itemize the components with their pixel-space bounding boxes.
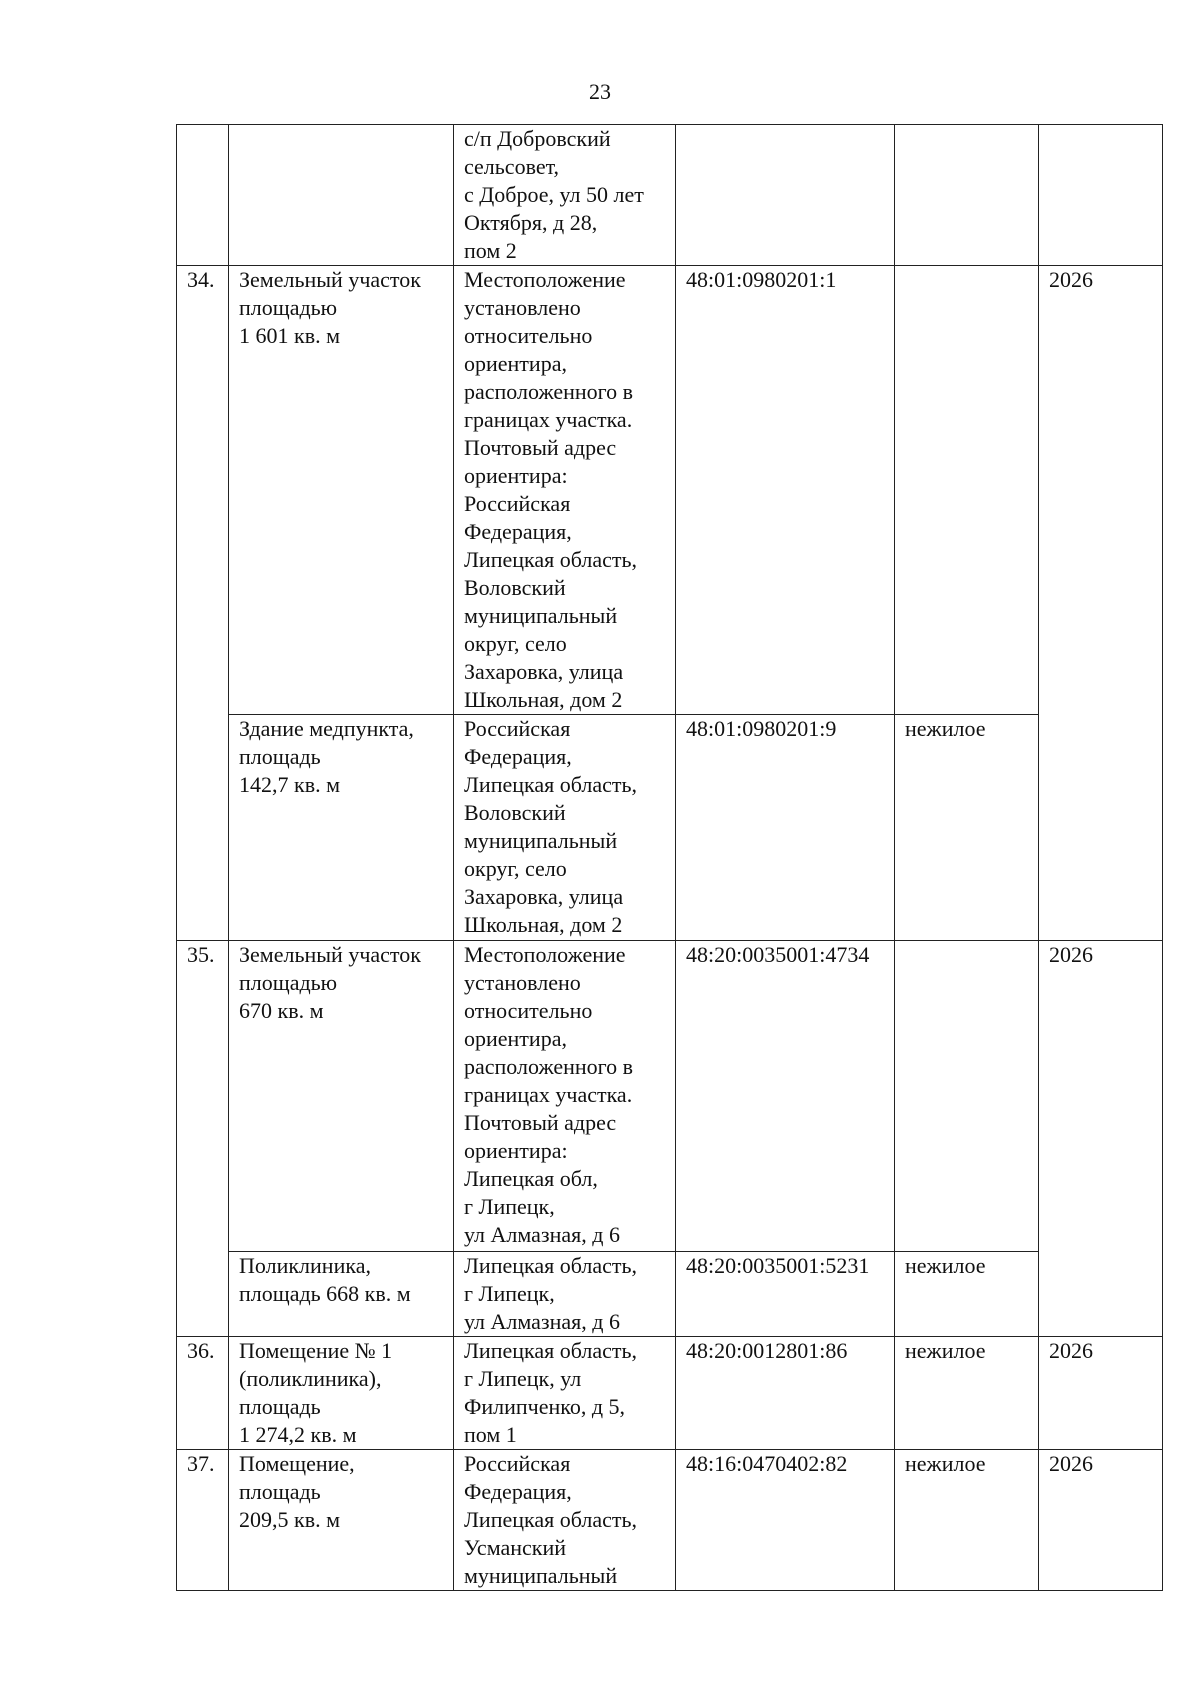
cadastral-number-cell: 48:20:0035001:5231 bbox=[676, 1252, 895, 1337]
table-row bbox=[177, 1252, 1163, 1337]
object-name-cell: Здание медпункта, площадь 142,7 кв. м bbox=[229, 715, 454, 941]
year-cell bbox=[1039, 125, 1163, 266]
row-number-cell bbox=[177, 125, 229, 266]
page-number: 23 bbox=[589, 79, 611, 104]
object-type-cell: нежилое bbox=[895, 1450, 1039, 1591]
object-name-cell: Земельный участок площадью 1 601 кв. м bbox=[229, 266, 454, 715]
object-name-cell: Помещение № 1 (поликлиника), площадь 1 274,2 кв. м bbox=[229, 1337, 454, 1450]
object-type-cell bbox=[895, 941, 1039, 1252]
table-row bbox=[177, 125, 1163, 266]
object-name-cell: Поликлиника, площадь 668 кв. м bbox=[229, 1252, 454, 1337]
table-row bbox=[177, 1337, 1163, 1450]
object-name-cell: Земельный участок площадью 670 кв. м bbox=[229, 941, 454, 1252]
object-type-cell bbox=[895, 266, 1039, 715]
year-cell: 2026 bbox=[1039, 1337, 1163, 1450]
table-row bbox=[177, 941, 1163, 1252]
cadastral-number-cell bbox=[676, 125, 895, 266]
address-cell: Липецкая область, г Липецк, ул Филипченко, д 5, пом 1 bbox=[454, 1337, 676, 1450]
year-cell: 2026 bbox=[1039, 941, 1163, 1337]
object-name-cell: Помещение, площадь 209,5 кв. м bbox=[229, 1450, 454, 1591]
address-cell: Местоположение установлено относительно ориентира, расположенного в границах участка. Почтовый адрес ориентира: Российская Федерация, Липецкая область, Воловский муниципальный округ, село Захаровка, улица Школьная, дом 2 bbox=[454, 266, 676, 715]
address-cell: с/п Добровский сельсовет, с Доброе, ул 50 лет Октября, д 28, пом 2 bbox=[454, 125, 676, 266]
cadastral-number-cell: 48:20:0012801:86 bbox=[676, 1337, 895, 1450]
address-cell: Российская Федерация, Липецкая область, Воловский муниципальный округ, село Захаровка, улица Школьная, дом 2 bbox=[454, 715, 676, 941]
object-type-cell: нежилое bbox=[895, 1252, 1039, 1337]
year-cell: 2026 bbox=[1039, 266, 1163, 941]
cadastral-number-cell: 48:01:0980201:9 bbox=[676, 715, 895, 941]
address-cell: Российская Федерация, Липецкая область, Усманский муниципальный bbox=[454, 1450, 676, 1591]
table-row bbox=[177, 1450, 1163, 1591]
cadastral-number-cell: 48:01:0980201:1 bbox=[676, 266, 895, 715]
property-registry-table bbox=[176, 124, 1163, 1591]
object-name-cell bbox=[229, 125, 454, 266]
row-number-cell: 35. bbox=[177, 941, 229, 1337]
object-type-cell: нежилое bbox=[895, 715, 1039, 941]
cadastral-number-cell: 48:20:0035001:4734 bbox=[676, 941, 895, 1252]
year-cell: 2026 bbox=[1039, 1450, 1163, 1591]
row-number-cell: 36. bbox=[177, 1337, 229, 1450]
object-type-cell: нежилое bbox=[895, 1337, 1039, 1450]
object-type-cell bbox=[895, 125, 1039, 266]
row-number-cell: 34. bbox=[177, 266, 229, 941]
table-row bbox=[177, 266, 1163, 715]
cadastral-number-cell: 48:16:0470402:82 bbox=[676, 1450, 895, 1591]
table-row bbox=[177, 715, 1163, 941]
address-cell: Липецкая область, г Липецк, ул Алмазная, д 6 bbox=[454, 1252, 676, 1337]
row-number-cell: 37. bbox=[177, 1450, 229, 1591]
address-cell: Местоположение установлено относительно ориентира, расположенного в границах участка. Почтовый адрес ориентира: Липецкая обл, г Липецк, ул Алмазная, д 6 bbox=[454, 941, 676, 1252]
